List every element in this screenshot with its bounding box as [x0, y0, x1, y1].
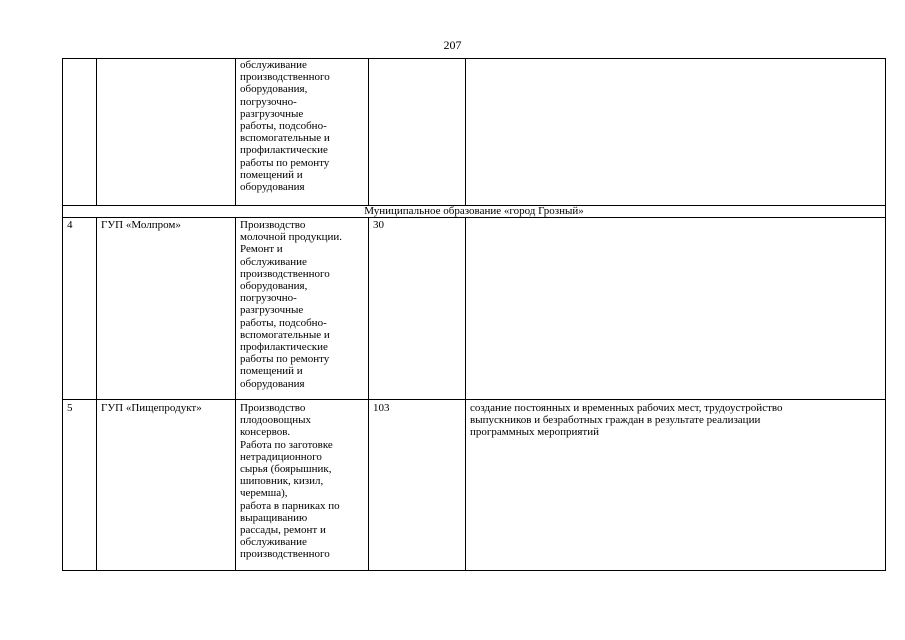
activity-description: Производство плодоовощных консервов. Работа по заготовке нетрадиционного сырья (боярышник, шиповник, кизил, черемша), работа в парниках по выращиванию рассады, ремонт и обслуживание производственного	[236, 400, 369, 571]
table-row	[63, 59, 886, 206]
enterprise-name: ГУП «Молпром»	[97, 218, 236, 400]
page-number: 207	[443, 38, 462, 52]
notes	[466, 218, 886, 400]
activity-description: обслуживание производственного оборудования, погрузочно- разгрузочные работы, подсобно- вспомогательные и профилактические работы по ремонту помещений и оборудования	[236, 59, 369, 206]
activity-description: Производство молочной продукции. Ремонт и обслуживание производственного оборудования, погрузочно- разгрузочные работы, подсобно- вспомогательные и профилактические работы по ремонту помещений и оборудования	[236, 218, 369, 400]
enterprise-name	[97, 59, 236, 206]
notes: создание постоянных и временных рабочих мест, трудоустройство выпускников и безработных граждан в результате реализации программных мероприятий	[466, 400, 886, 571]
jobs-count: 103	[369, 400, 466, 571]
enterprises-table	[62, 58, 886, 571]
row-number: 4	[63, 218, 97, 400]
notes	[466, 59, 886, 206]
jobs-count	[369, 59, 466, 206]
jobs-count: 30	[369, 218, 466, 400]
section-header: Муниципальное образование «город Грозный»	[63, 206, 886, 218]
row-number	[63, 59, 97, 206]
table-row	[63, 400, 886, 571]
section-row	[63, 206, 886, 218]
table-row	[63, 218, 886, 400]
row-number: 5	[63, 400, 97, 571]
enterprise-name: ГУП «Пищепродукт»	[97, 400, 236, 571]
